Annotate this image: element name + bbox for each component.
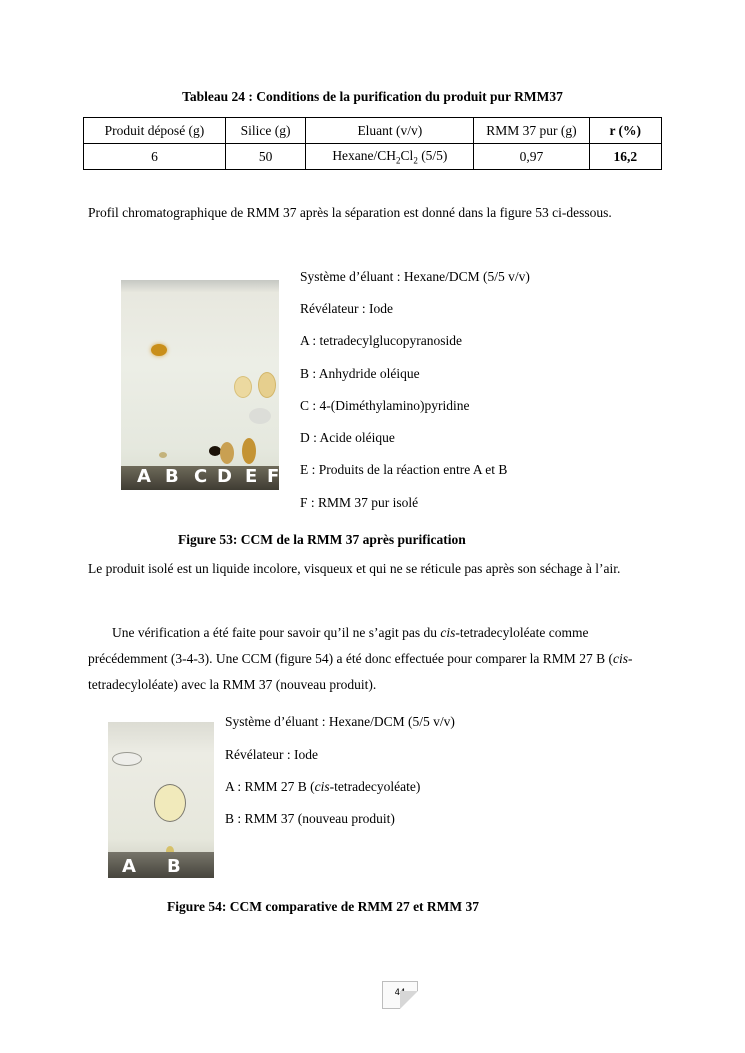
legend-text: A : RMM 27 B ( [225,779,315,794]
table-caption: Tableau 24 : Conditions de la purification du produit pur RMM37 [182,89,563,104]
paragraph-text: -tetradecyloléate comme précédemment (3-4-3). Une CCM (figure 54) a été donc effectuée pour comparer la RMM 27 B ( [88,625,613,666]
spot-A [112,752,142,766]
table-header-cell: Produit déposé (g) [84,118,226,144]
table-header-cell: Eluant (v/v) [306,118,474,144]
eluant-text: Hexane/CH [332,147,397,163]
tlc-plate-figure-54 [108,722,214,878]
spot-E-lower [242,438,256,464]
intro-paragraph: Profil chromatographique de RMM 37 après la séparation est donné dans la figure 53 ci-dessous. [88,205,612,220]
spot-A [151,344,167,356]
legend-eluent: Système d’éluant : Hexane/DCM (5/5 v/v) [225,714,455,729]
plate-label-B: B [165,466,179,487]
page-fold-icon [400,991,418,1009]
legend-revelateur: Révélateur : Iode [225,747,318,762]
plate-label-E: E [245,466,258,487]
table-cell: 16,2 [589,144,661,170]
paragraph-text: -tetradecyloléate) avec la RMM 37 (nouveau produit). [88,651,633,692]
spot-E-upper [234,376,252,398]
page-number-text: 44 [394,988,406,998]
eluant-subscript: 2 [413,155,418,166]
paragraph-verification [88,620,660,698]
spot-B [154,784,186,822]
legend-item-D: D : Acide oléique [300,430,395,445]
legend-eluent: Système d’éluant : Hexane/DCM (5/5 v/v) [300,269,530,284]
legend-item-A [225,779,420,795]
eluant-subscript: 2 [396,155,401,166]
paragraph-product: Le produit isolé est un liquide incolore, visqueux et qui ne se réticule pas après son séchage à l’air. [88,561,621,576]
table-cell: 0,97 [474,144,589,170]
spot-D [220,442,234,464]
table-cell-eluant [306,144,474,170]
paragraph-italic: cis [440,625,456,640]
legend-italic: cis [314,779,330,794]
tlc-plate-figure-53 [121,280,279,490]
table-row [84,144,662,170]
plate-label-A: A [137,466,151,487]
plate-label-A: A [122,856,136,877]
table-cell: 6 [84,144,226,170]
figure-54-caption: Figure 54: CCM comparative de RMM 27 et RMM 37 [167,899,480,914]
table-cell: 50 [225,144,305,170]
figure-53-caption: Figure 53: CCM de la RMM 37 après purification [178,532,466,547]
eluant-text: Cl [400,147,414,163]
purification-table [83,117,662,170]
paragraph-text: Une vérification a été faite pour savoir qu’il ne s’agit pas du [112,625,441,640]
table-header-cell: r (%) [589,118,661,144]
page-number [382,981,418,1009]
spot-B [159,452,167,458]
legend-text: -tetradecyoléate) [329,779,421,794]
legend-item-B: B : RMM 37 (nouveau produit) [225,811,395,826]
plate-label-D: D [217,466,232,487]
legend-item-A: A : tetradecylglucopyranoside [300,333,462,348]
paragraph-italic: cis [612,651,628,666]
table-header-cell: RMM 37 pur (g) [474,118,589,144]
table-header-cell: Silice (g) [225,118,305,144]
spot-F-upper [258,372,276,398]
legend-item-C: C : 4-(Diméthylamino)pyridine [300,398,470,413]
plate-label-F: F [267,466,279,487]
legend-revelateur: Révélateur : Iode [300,301,393,316]
legend-item-F: F : RMM 37 pur isolé [300,495,419,510]
eluant-text: (5/5) [417,147,448,163]
plate-label-B: B [167,856,181,877]
plate-label-C: C [194,466,208,487]
table-header-row [84,118,662,144]
legend-item-B: B : Anhydride oléique [300,366,420,381]
legend-item-E: E : Produits de la réaction entre A et B [300,462,508,477]
spot-E-faint [249,408,271,424]
